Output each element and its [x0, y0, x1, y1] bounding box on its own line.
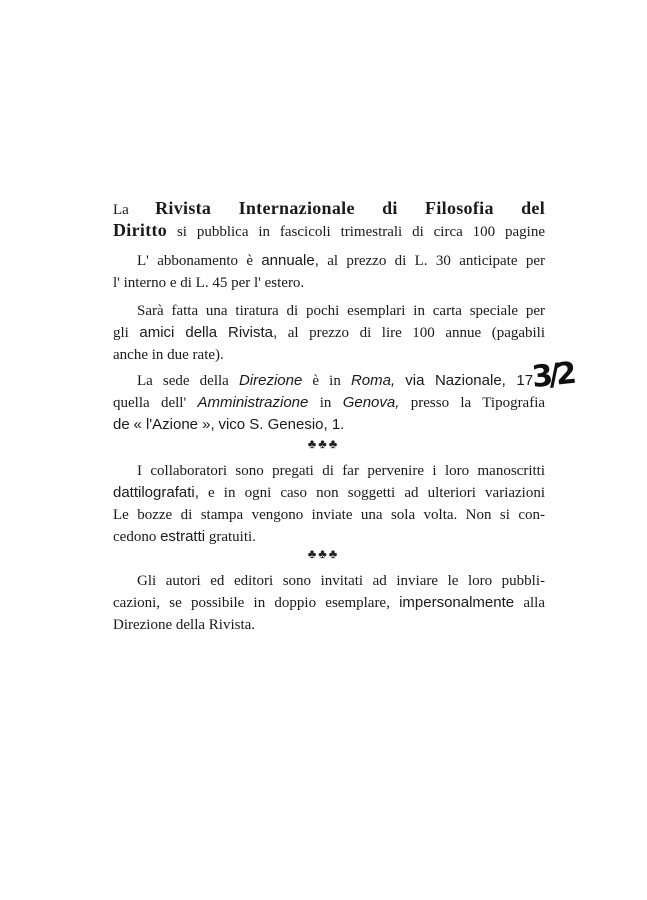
handwritten-annotation: 3/2: [530, 355, 575, 396]
p3-line1-text: Sarà fatta una tiratura di pochi esemplari in carta speciale per: [137, 303, 545, 319]
p5-line2: [113, 482, 545, 504]
p6-alla: alla: [523, 595, 545, 611]
p5-line2-rest: e in ogni caso non soggetti ad ulteriori variazioni: [208, 485, 546, 501]
p4-roma: Roma,: [350, 372, 396, 389]
p4-azione: « l'Azione »,: [133, 416, 215, 433]
p5-dattilografati: dattilografati,: [113, 484, 199, 501]
p4-line2: [113, 392, 545, 414]
p2-text-c: al prezzo di L. 30 anticipate per: [327, 253, 545, 269]
p5-line1: [137, 460, 545, 482]
journal-title-end: Diritto: [113, 220, 168, 240]
p2-text-a: L' abbonamento è: [137, 253, 253, 269]
p4-direzione: Direzione: [238, 372, 303, 389]
p6-line3: [113, 614, 545, 636]
p3-gli: gli: [113, 325, 129, 341]
p1-line2: [113, 219, 545, 243]
p6-line1-text: Gli autori ed editori sono invitati ad inviare le loro pubbli-: [137, 573, 545, 589]
p1-line1: [113, 197, 545, 221]
p5-line3: [113, 504, 545, 526]
p4-genova: Genova,: [342, 394, 400, 411]
p6-line1: [137, 570, 545, 592]
p4-vico: vico S. Genesio, 1.: [218, 416, 345, 433]
p2-annuale: annuale,: [261, 252, 319, 269]
p2-line2-text: l' interno e di L. 45 per l' estero.: [113, 275, 305, 291]
journal-title: Rivista Internazionale di Filosofia del: [155, 198, 545, 218]
p4-address: via Nazionale, 17: [405, 372, 534, 389]
p6-text-a: cazioni, se possibile in doppio esemplare,: [113, 595, 390, 611]
p6-line3-text: Direzione della Rivista.: [113, 617, 256, 633]
p4-text-c: è in: [312, 373, 341, 389]
p4-text-a: La sede della: [137, 373, 229, 389]
p2-line2: [113, 272, 545, 294]
p4-quella: quella dell': [113, 395, 187, 411]
p4-line1: [137, 370, 533, 392]
p3-line3-text: anche in due rate).: [113, 347, 224, 363]
p3-line2: [113, 322, 545, 344]
ornament-divider: ♣♣♣: [307, 436, 340, 451]
p5-cedono: cedono: [113, 529, 157, 545]
p3-line3: [113, 344, 545, 366]
p4-in: in: [319, 395, 332, 411]
p4-tipografia: presso la Tipografia: [410, 395, 546, 411]
title-la: La: [113, 202, 129, 218]
p5-gratuiti: gratuiti.: [208, 529, 256, 545]
p6-line2: [113, 592, 545, 614]
p3-price: al prezzo di lire 100 annue (pagabili: [287, 325, 546, 341]
p5-line4: [113, 526, 545, 548]
p2-line1: [137, 250, 545, 272]
p5-line3-text: Le bozze di stampa vengono inviate una sola volta. Non si con-: [113, 507, 545, 523]
p1-line2-text: si pubblica in fascicoli trimestrali di circa 100 pagine: [176, 224, 545, 240]
p3-amici: amici della Rivista,: [139, 324, 278, 341]
p5-line1-text: I collaboratori sono pregati di far pervenire i loro manoscritti: [137, 463, 545, 479]
p4-de: de: [113, 416, 130, 433]
p6-impersonalmente: impersonalmente: [399, 594, 515, 611]
ornament-divider: ♣♣♣: [307, 546, 340, 561]
p4-amministrazione: Amministrazione: [197, 394, 309, 411]
p3-line1: [137, 300, 545, 322]
p5-estratti: estratti: [160, 528, 206, 545]
p4-line3: [113, 414, 545, 436]
